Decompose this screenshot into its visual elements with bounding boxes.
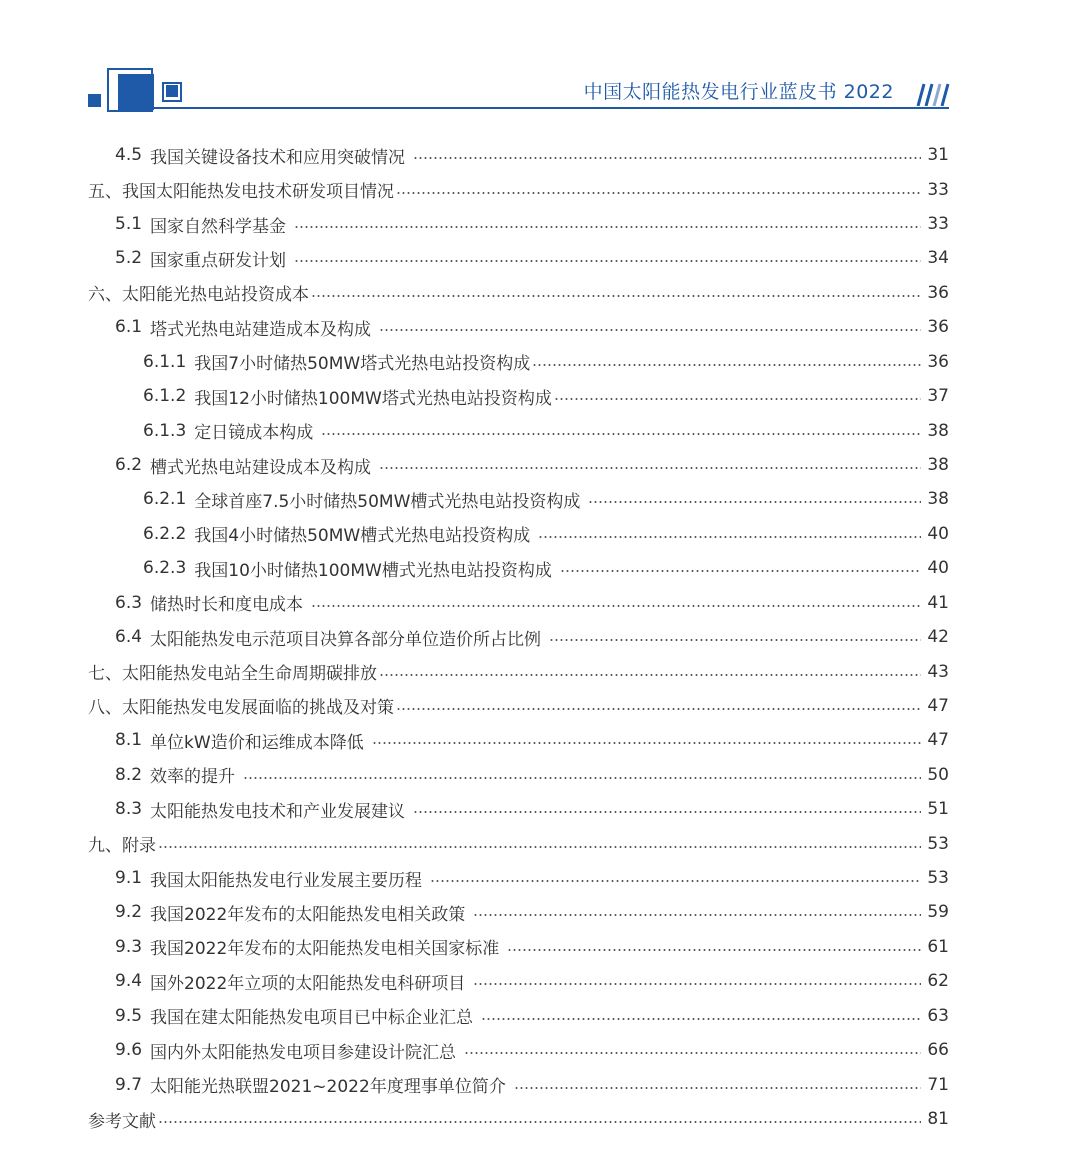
leader-dots (588, 501, 921, 503)
leader-dots (294, 260, 921, 262)
entry-title: 六、太阳能光热电站投资成本 (88, 285, 309, 306)
entry-number: 8.2 (115, 764, 143, 785)
entry-title: 储热时长和度电成本 (150, 595, 304, 616)
entry-page: 71 (927, 1074, 949, 1095)
entry-title: 我国2022年发布的太阳能热发电相关政策 (150, 904, 466, 925)
entry-number: 9.1 (115, 868, 143, 889)
entry-number: 6.2.3 (143, 558, 187, 579)
toc-subentry[interactable] (0, 482, 1080, 516)
entry-number: 9.5 (115, 1005, 143, 1026)
entry-title: 我国2022年发布的太阳能热发电相关国家标准 (150, 939, 500, 960)
toc-chapter[interactable] (0, 654, 1080, 688)
leader-dots (311, 295, 921, 297)
leader-dots (413, 157, 921, 159)
entry-title: 太阳能热发电技术和产业发展建议 (150, 801, 406, 822)
entry-page: 40 (927, 558, 949, 579)
toc-entry[interactable] (0, 138, 1080, 172)
entry-title: 国家重点研发计划 (150, 250, 287, 271)
entry-page: 51 (927, 799, 949, 820)
entry-title: 我国4小时储热50MW槽式光热电站投资构成 (194, 526, 531, 547)
toc-entry[interactable] (0, 999, 1080, 1033)
entry-number: 9.2 (115, 902, 143, 923)
entry-page: 38 (927, 455, 949, 475)
entry-title: 槽式光热电站建设成本及构成 (150, 457, 372, 478)
toc-chapter[interactable] (0, 826, 1080, 860)
toc-entry[interactable] (0, 964, 1080, 998)
entry-title: 定日镜成本构成 (194, 423, 314, 444)
entry-page: 53 (927, 833, 949, 854)
toc-subentry[interactable] (0, 345, 1080, 379)
leader-dots (379, 329, 921, 331)
entry-number: 8.1 (115, 730, 143, 751)
leader-dots (538, 536, 921, 538)
leader-dots (413, 811, 921, 813)
leader-dots (507, 949, 921, 951)
entry-title: 八、太阳能热发电发展面临的挑战及对策 (88, 698, 394, 719)
entry-title: 我国在建太阳能热发电项目已中标企业汇总 (150, 1008, 474, 1029)
entry-number: 4.5 (115, 145, 143, 166)
entry-title: 我国关键设备技术和应用突破情况 (150, 147, 406, 168)
toc-chapter[interactable] (0, 172, 1080, 206)
toc-chapter[interactable] (0, 689, 1080, 723)
entry-number: 5.2 (115, 248, 143, 269)
toc-entry[interactable] (0, 585, 1080, 619)
toc-entry[interactable] (0, 207, 1080, 241)
leader-dots (532, 364, 921, 366)
toc-entry[interactable] (0, 310, 1080, 344)
leader-dots (396, 708, 921, 710)
entry-page: 47 (927, 730, 949, 751)
leader-dots (473, 914, 921, 916)
entry-title: 单位kW造价和运维成本降低 (150, 732, 364, 753)
leader-dots (379, 467, 921, 469)
entry-page: 50 (927, 764, 949, 785)
toc-chapter[interactable] (0, 1102, 1080, 1136)
decor-square-filled (118, 74, 154, 110)
leader-dots (158, 1121, 921, 1123)
leader-dots (430, 880, 921, 882)
entry-number: 6.1.3 (143, 420, 187, 441)
toc-subentry[interactable] (0, 551, 1080, 585)
toc-subentry[interactable] (0, 517, 1080, 551)
entry-title: 国外2022年立项的太阳能热发电科研项目 (150, 973, 466, 994)
entry-number: 8.3 (115, 799, 143, 820)
entry-number: 6.2.2 (143, 523, 187, 544)
entry-number: 6.2 (115, 455, 143, 475)
leader-dots (379, 674, 921, 676)
entry-page: 43 (927, 661, 949, 682)
slashes-icon (912, 80, 952, 106)
header-rule (152, 107, 949, 109)
entry-page: 66 (927, 1040, 949, 1061)
entry-title: 九、附录 (88, 836, 156, 857)
entry-page: 31 (927, 145, 949, 166)
entry-page: 37 (927, 386, 949, 407)
toc-entry[interactable] (0, 241, 1080, 275)
entry-number: 6.1 (115, 317, 143, 338)
toc-entry[interactable] (0, 930, 1080, 964)
book-title: 中国太阳能热发电行业蓝皮书 2022 (583, 81, 894, 103)
entry-page: 53 (927, 868, 949, 889)
entry-number: 9.7 (115, 1074, 143, 1095)
entry-title: 塔式光热电站建造成本及构成 (150, 319, 372, 340)
entry-page: 36 (927, 351, 949, 372)
entry-title: 国家自然科学基金 (150, 216, 287, 237)
toc-entry[interactable] (0, 620, 1080, 654)
entry-title: 国内外太阳能热发电项目参建设计院汇总 (150, 1042, 457, 1063)
toc-entry[interactable] (0, 792, 1080, 826)
table-of-contents (0, 138, 1080, 1136)
entry-page: 42 (927, 627, 949, 648)
entry-page: 33 (927, 179, 949, 200)
leader-dots (481, 1018, 921, 1020)
entry-page: 61 (927, 936, 949, 957)
entry-number: 6.2.1 (143, 489, 187, 510)
toc-entry[interactable] (0, 758, 1080, 792)
toc-entry[interactable] (0, 1033, 1080, 1067)
entry-title: 太阳能热发电示范项目决算各部分单位造价所占比例 (150, 629, 542, 650)
leader-dots (560, 570, 922, 572)
entry-page: 38 (927, 489, 949, 510)
entry-title: 全球首座7.5小时储热50MW槽式光热电站投资构成 (194, 491, 581, 512)
page-header (0, 0, 1080, 115)
entry-title: 五、我国太阳能热发电技术研发项目情况 (88, 182, 394, 203)
entry-title: 参考文献 (88, 1111, 156, 1132)
entry-page: 34 (927, 248, 949, 269)
entry-title: 我国7小时储热50MW塔式光热电站投资构成 (194, 354, 531, 375)
toc-entry[interactable] (0, 448, 1080, 482)
entry-title: 我国12小时储热100MW塔式光热电站投资构成 (194, 388, 552, 409)
leader-dots (372, 742, 922, 744)
entry-page: 81 (927, 1109, 949, 1130)
toc-entry[interactable] (0, 895, 1080, 929)
entry-page: 62 (927, 971, 949, 992)
toc-entry[interactable] (0, 1067, 1080, 1101)
entry-page: 36 (927, 317, 949, 338)
entry-number: 5.1 (115, 214, 143, 235)
entry-number: 6.4 (115, 627, 143, 648)
leader-dots (554, 398, 922, 400)
entry-page: 41 (927, 592, 949, 613)
entry-page: 59 (927, 902, 949, 923)
entry-number: 6.1.2 (143, 386, 187, 407)
entry-title: 七、太阳能热发电站全生命周期碳排放 (88, 664, 377, 685)
leader-dots (514, 1087, 922, 1089)
entry-page: 63 (927, 1005, 949, 1026)
leader-dots (311, 605, 921, 607)
toc-subentry[interactable] (0, 379, 1080, 413)
leader-dots (464, 1052, 921, 1054)
entry-page: 38 (927, 420, 949, 441)
entry-number: 6.1.1 (143, 351, 187, 372)
decor-square-right-filled (166, 85, 178, 97)
entry-number: 9.4 (115, 971, 143, 992)
leader-dots (294, 226, 921, 228)
toc-chapter[interactable] (0, 276, 1080, 310)
entry-number: 9.3 (115, 936, 143, 957)
entry-page: 40 (927, 523, 949, 544)
leader-dots (549, 639, 921, 641)
leader-dots (243, 777, 921, 779)
toc-subentry[interactable] (0, 413, 1080, 447)
leader-dots (473, 983, 921, 985)
entry-title: 太阳能光热联盟2021~2022年度理事单位简介 (150, 1077, 506, 1098)
entry-number: 9.6 (115, 1040, 143, 1061)
entry-page: 33 (927, 214, 949, 235)
entry-page: 47 (927, 695, 949, 716)
leader-dots (321, 433, 921, 435)
entry-title: 效率的提升 (150, 767, 236, 788)
toc-entry[interactable] (0, 861, 1080, 895)
toc-entry[interactable] (0, 723, 1080, 757)
entry-title: 我国10小时储热100MW槽式光热电站投资构成 (194, 560, 552, 581)
entry-page: 36 (927, 282, 949, 303)
leader-dots (158, 846, 921, 848)
entry-title: 我国太阳能热发电行业发展主要历程 (150, 870, 423, 891)
entry-number: 6.3 (115, 592, 143, 613)
leader-dots (396, 192, 921, 194)
decor-square-small (88, 94, 101, 107)
